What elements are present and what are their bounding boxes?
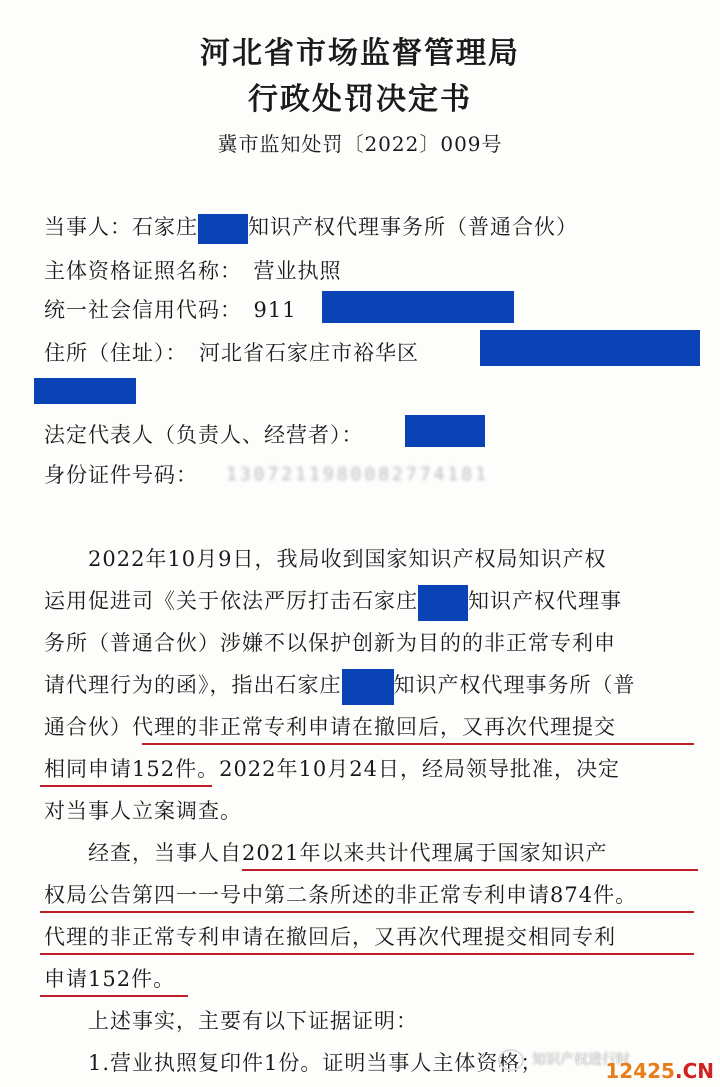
id-line: 身份证件号码： (44, 463, 198, 487)
redaction-box (418, 585, 468, 621)
legal-rep-line: 法定代表人（负责人、经营者）： (44, 423, 364, 447)
party-line (44, 212, 578, 244)
body-line: 经查，当事人自2021年以来共计代理属于国家知识产 (44, 841, 608, 865)
redaction-box (34, 378, 136, 404)
red-underline (40, 953, 694, 955)
red-underline (40, 785, 212, 787)
watermark-site-tld: .CN (674, 1059, 714, 1083)
body-line: 上述事实，主要有以下证据证明： (44, 1009, 418, 1033)
body-text: 知识产权代理事务所（普 (393, 673, 636, 697)
id-number-blurred: 1307211980082774181 (226, 464, 489, 485)
body-text: 知识产权代理事 (468, 589, 622, 613)
doc-title-line2: 行政处罚决定书 (248, 82, 472, 117)
body-line (44, 580, 622, 622)
body-line: 申请152件。 (44, 967, 176, 991)
body-line: 1.营业执照复印件1份。证明当事人主体资格； (44, 1051, 543, 1075)
red-underline (242, 869, 698, 871)
party-suffix: 知识产权代理事务所（普通合伙） (248, 215, 578, 239)
red-underline (40, 911, 694, 913)
redaction-box (198, 214, 248, 244)
body-text: 请代理行为的函》，指出石家庄 (44, 673, 342, 697)
address-line: 住所（住址）： 河北省石家庄市裕华区 (44, 341, 419, 365)
red-underline (40, 995, 188, 997)
license-line: 主体资格证照名称： 营业执照 (44, 259, 342, 283)
redaction-box (342, 669, 394, 705)
doc-title-line1: 河北省市场监督管理局 (200, 36, 520, 71)
body-line: 权局公告第四一一号中第二条所述的非正常专利申请874件。 (44, 883, 638, 907)
credit-code-line (44, 295, 297, 325)
watermark-site-num: 12425 (605, 1059, 675, 1083)
body-line: 相同申请152件。2022年10月24日，经局领导批准，决定 (44, 757, 620, 781)
redaction-box (405, 415, 485, 447)
body-line: 务所（普通合伙）涉嫌不以保护创新为目的的非正常专利申 (44, 631, 616, 655)
body-line: 代理的非正常专利申请在撤回后，又再次代理提交相同专利 (44, 925, 616, 949)
body-line: 2022年10月9日，我局收到国家知识产权局知识产权 (44, 547, 607, 571)
red-underline (142, 743, 694, 745)
redaction-box (480, 330, 700, 366)
party-prefix: 当事人：石家庄 (44, 215, 198, 239)
redaction-box (322, 291, 514, 323)
body-text: 运用促进司《关于依法严厉打击石家庄 (44, 589, 418, 613)
doc-number: 冀市监知处罚〔2022〕009号 (217, 132, 503, 156)
body-line: 通合伙）代理的非正常专利申请在撤回后，又再次代理提交 (44, 715, 616, 739)
body-line: 对当事人立案调查。 (44, 799, 242, 823)
watermark-site (605, 1059, 714, 1083)
body-line (44, 664, 636, 706)
watermark-account: 知识产权进行时 (532, 1052, 630, 1068)
credit-code-label: 统一社会信用代码： 911 (44, 298, 297, 322)
wechat-icon (498, 1049, 524, 1071)
